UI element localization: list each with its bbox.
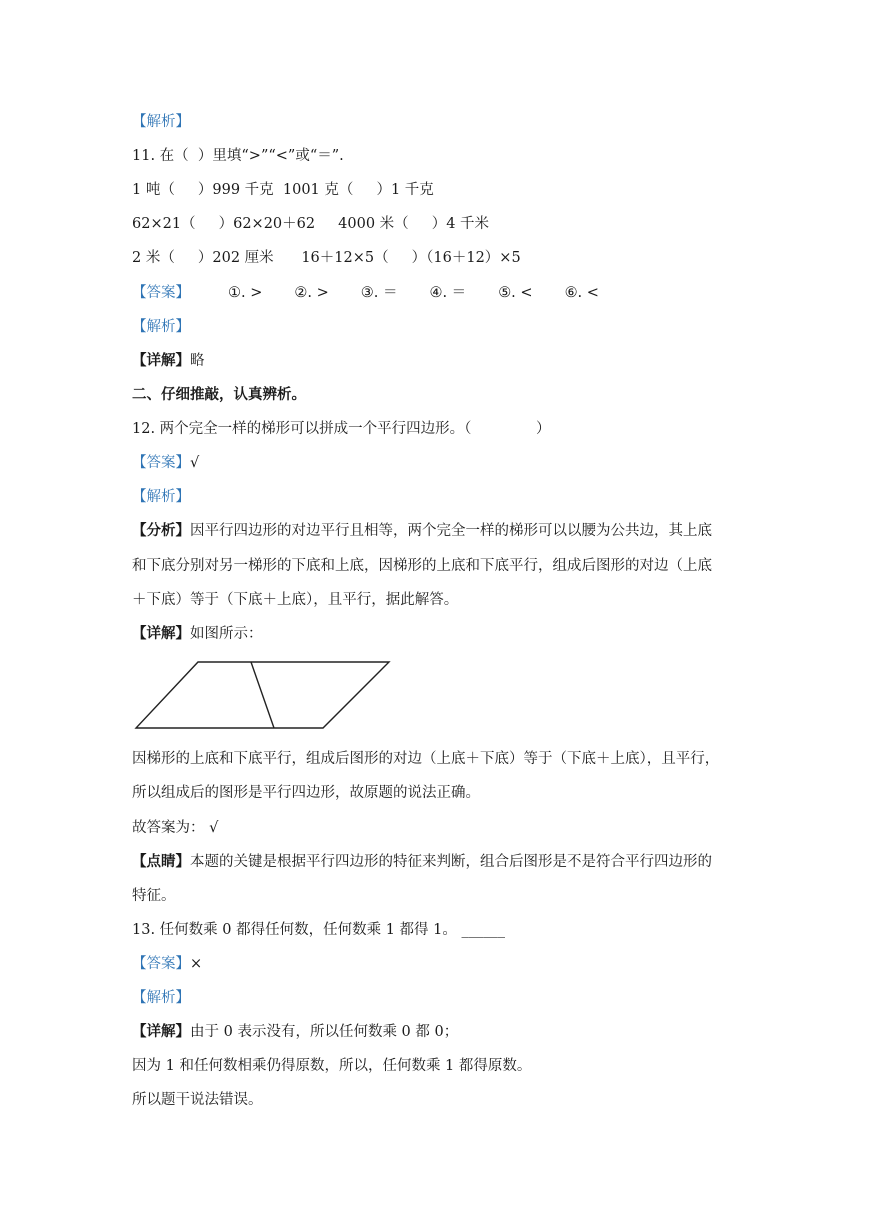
- question-13-stem: 13. 任何数乘 0 都得任何数，任何数乘 1 都得 1。 ______: [132, 922, 505, 938]
- answer-tag: 【答案】: [132, 285, 190, 301]
- detail-tag: 【详解】: [132, 1023, 190, 1040]
- detail-line: 因为 1 和任何数相乘仍得原数，所以，任何数乘 1 都得原数。: [132, 1058, 532, 1074]
- answer-item: ②. >: [294, 285, 329, 301]
- question-11-answer: [132, 283, 599, 303]
- question-11-row-2: 62×21（ ）62×20＋62 4000 米（ ）4 千米: [132, 216, 490, 232]
- question-11-row-3: 2 米（ ）202 厘米 16＋12×5（ ）（16＋12）×5: [132, 250, 521, 266]
- question-11-stem: 11. 在（ ）里填“>”“<”或“＝”.: [132, 148, 344, 164]
- question-12-detail: [132, 624, 263, 644]
- dianjing-line: 特征。: [132, 888, 176, 904]
- dianjing-tag: 【点睛】: [132, 853, 190, 870]
- analysis-tag: 【解析】: [132, 114, 190, 130]
- answer-value: √: [190, 455, 200, 471]
- fenxi-tag: 【分析】: [132, 522, 190, 539]
- detail-tag: 【详解】: [132, 352, 190, 369]
- detail-text: 由于 0 表示没有，所以任何数乘 0 都 0；: [190, 1024, 459, 1040]
- detail-line: 所以题干说法错误。: [132, 1092, 263, 1108]
- analysis-tag: 【解析】: [132, 319, 190, 335]
- detail-text: 如图所示：: [190, 626, 263, 642]
- answer-item: ④. ＝: [429, 285, 467, 301]
- answer-item: ⑥. <: [564, 285, 599, 301]
- analysis-paragraph-line: [132, 521, 712, 541]
- answer-item: ⑤. <: [498, 285, 533, 301]
- explanation-line: 所以组成后的图形是平行四边形，故原题的说法正确。: [132, 785, 480, 801]
- answer-tag: 【答案】: [132, 455, 190, 471]
- answer-tag: 【答案】: [132, 956, 190, 972]
- dianjing-text: 本题的关键是根据平行四边形的特征来判断，组合后图形是不是符合平行四边形的: [190, 854, 712, 870]
- question-12-answer: [132, 453, 199, 473]
- question-13-detail: [132, 1022, 458, 1042]
- question-11-detail: [132, 351, 205, 371]
- answer-item: ③. ＝: [360, 285, 398, 301]
- analysis-paragraph-line: ＋下底）等于（下底＋上底），且平行，据此解答。: [132, 592, 459, 608]
- analysis-paragraph-line: 和下底分别对另一梯形的下底和上底，因梯形的上底和下底平行，组成后图形的对边（上底: [132, 558, 712, 574]
- fenxi-text: 因平行四边形的对边平行且相等，两个完全一样的梯形可以以腰为公共边，其上底: [190, 523, 712, 539]
- detail-text: 略: [190, 353, 205, 369]
- question-11-row-1: 1 吨（ ）999 千克 1001 克（ ）1 千克: [132, 182, 434, 198]
- question-13-answer: [132, 954, 202, 974]
- question-12-stem: 12. 两个完全一样的梯形可以拼成一个平行四边形。（ ）: [132, 421, 551, 437]
- answer-item: ①. >: [228, 285, 263, 301]
- trapezoid-divider-line: [251, 662, 274, 728]
- dianjing-line: [132, 852, 712, 872]
- detail-tag: 【详解】: [132, 625, 190, 642]
- answer-value: ×: [190, 956, 203, 972]
- analysis-tag: 【解析】: [132, 489, 190, 505]
- analysis-tag: 【解析】: [132, 990, 190, 1006]
- explanation-line: 因梯形的上底和下底平行，组成后图形的对边（上底＋下底）等于（下底＋上底），且平行，: [132, 751, 720, 767]
- parallelogram-figure: [130, 658, 395, 733]
- section-heading: 二、仔细推敲，认真辨析。: [132, 386, 306, 403]
- conclusion-line: 故答案为： √: [132, 820, 219, 836]
